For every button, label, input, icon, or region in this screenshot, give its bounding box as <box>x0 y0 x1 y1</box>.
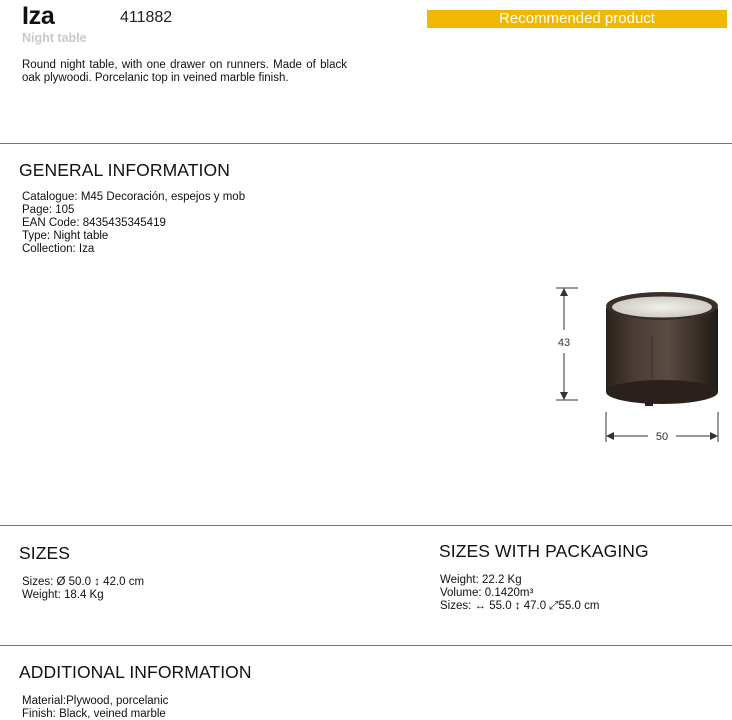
divider <box>0 645 732 646</box>
additional-info-list <box>22 695 168 720</box>
packaging-size-line: Sizes: ↔ 55.0 ↕ 47.0 ⤢55.0 cm <box>440 600 600 612</box>
product-code: 411882 <box>120 9 173 26</box>
sizes-list <box>22 576 144 602</box>
product-dimension-drawing <box>548 280 728 450</box>
product-title: Iza <box>22 2 55 30</box>
packaging-heading: SIZES WITH PACKAGING <box>439 541 649 561</box>
info-line: EAN Code: 8435435345419 <box>22 217 166 229</box>
info-line: Catalogue: M45 Decoración, espejos y mob <box>22 191 246 203</box>
packaging-volume-line: Volume: 0.1420m³ <box>440 587 534 599</box>
general-info-list <box>22 191 245 256</box>
packaging-list <box>440 574 599 613</box>
height-label: 43 <box>557 337 571 349</box>
product-description: Round night table, with one drawer on runners. Made of black oak plywoodi. Porcelanic top in veined marble finish. <box>22 59 347 84</box>
product-subtitle: Night table <box>22 31 87 45</box>
weight-line: Weight: 18.4 Kg <box>22 589 104 601</box>
info-line: Collection: Iza <box>22 243 95 255</box>
width-label: 50 <box>655 431 669 443</box>
recommended-badge: Recommended product <box>427 10 727 28</box>
divider <box>0 143 732 144</box>
divider <box>0 525 732 526</box>
sizes-heading: SIZES <box>19 543 71 563</box>
material-line: Material:Plywood, porcelanic <box>22 695 169 707</box>
finish-line: Finish: Black, veined marble <box>22 708 166 720</box>
additional-info-heading: ADDITIONAL INFORMATION <box>19 662 252 682</box>
packaging-weight-line: Weight: 22.2 Kg <box>440 574 522 586</box>
info-line: Type: Night table <box>22 230 109 242</box>
info-line: Page: 105 <box>22 204 75 216</box>
general-info-heading: GENERAL INFORMATION <box>19 160 230 180</box>
night-table-illustration <box>606 292 718 406</box>
size-line: Sizes: Ø 50.0 ↕ 42.0 cm <box>22 576 145 588</box>
